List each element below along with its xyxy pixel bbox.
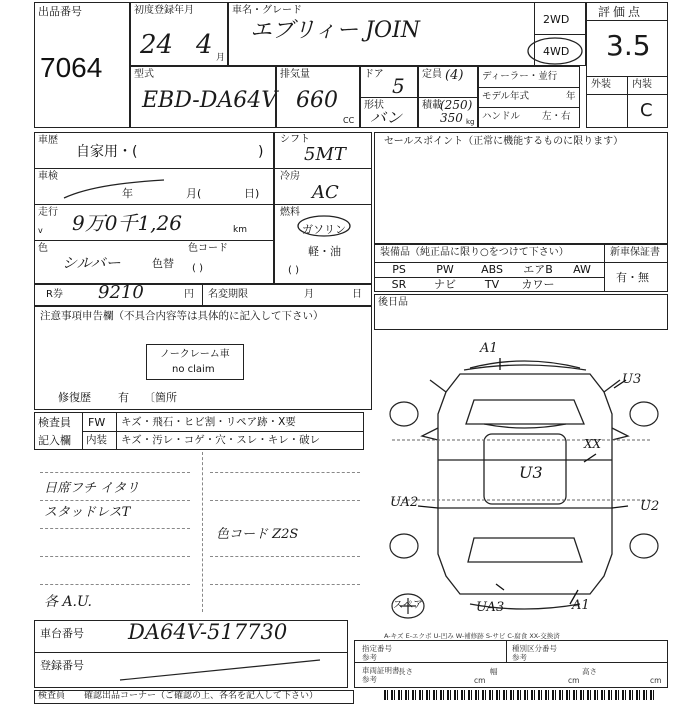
month-unit: 月 [216,53,226,63]
dealer-line2 [478,107,580,108]
load-label: 積載 [422,100,442,111]
height-label: 高さ [582,667,597,676]
model-label: 型式 [134,69,154,80]
remark-line [40,500,190,501]
recycle-div [202,284,203,306]
footer-text: 確認出品コーナー（ご確認の上、各名を記入して下さい） [84,691,319,701]
diag-ua3-bottom: UA3 [476,600,505,615]
equip-airbag: エアB [523,263,553,276]
color-change-label: 色替 [152,257,174,270]
handle-label: ハンドル [482,111,521,122]
history-close: ) [258,144,264,160]
shift-label: シフト [280,134,310,145]
grade-value: 3.5 [606,29,651,62]
recycle-label: R券 [46,289,63,300]
warranty-value: 有・無 [616,271,649,284]
lot-label: 出品番号 [38,5,82,18]
grade-label: 評価点 [598,5,644,19]
category-ref: 参考 [512,653,527,662]
grade-divider [627,76,628,128]
color-value: シルバー [62,254,121,272]
shift-line-1 [274,168,372,169]
repair-value: 有 [118,391,129,404]
remark-line4: 各 A.U. [44,594,92,610]
reg-no-label: 登録番号 [40,659,84,672]
recycle-row [34,284,372,306]
footer-inspector: 検査員 [38,691,66,701]
remark-divider [202,452,203,612]
ac-label: 冷房 [280,171,300,182]
reg-year: 24 [140,30,174,60]
info-mid [354,662,668,663]
capacity-value: (4) [445,68,464,83]
sales-point-box [374,132,668,244]
remark-line [40,584,190,585]
location-label: 〔箇所 [144,391,177,404]
hist-line-3 [34,240,274,241]
equip-cover: カワー [521,278,555,291]
notes-label: 注意事項申告欄（不具合内容等は具体的に記入して下さい） [40,310,324,322]
model-year-label: モデル年式 [482,91,530,102]
history-value: 自家用・( [76,144,138,160]
drive-4wd-circle [526,36,584,66]
height-cm: cm [650,676,662,685]
first-reg-label: 初度登録年月 [134,5,194,16]
post-install-label: 後日品 [378,297,408,308]
remark-line1: 日席フチ イタリ [44,481,140,496]
warranty-label: 新車保証書 [610,247,660,258]
fw-label: FW [88,416,106,429]
vehicle-label: 車両証明書 [362,666,400,675]
interior-grade: C [640,100,653,121]
remark-line [40,472,190,473]
inspection-day-unit: 日) [244,187,260,200]
equip-divider [604,244,605,292]
color-label: 色 [38,243,48,254]
inspection-year-unit: 年 [122,187,133,200]
fuel-paren: ( ) [288,265,299,276]
equip-sr: SR [391,278,407,291]
info-grid [354,640,668,688]
exterior-label: 外装 [591,79,611,90]
equip-pw: PW [436,263,454,276]
length-label: 長さ [398,667,413,676]
equipment-label: 装備品（純正品に限り○をつけて下さい） [380,247,569,258]
yen-unit: 円 [184,289,194,300]
ac-value: AC [312,182,339,203]
displacement-value: 660 [296,88,338,113]
equip-ps: PS [392,263,406,276]
diag-xx: XX [584,437,602,451]
cc-unit: CC [343,116,355,125]
length-cm: cm [474,676,486,685]
inspection-strike [60,176,170,206]
door-mid [360,97,418,98]
grade-line [586,20,668,21]
equip-header-line [374,262,668,263]
door-label: ドア [364,69,384,80]
fw-items: キズ・飛石・ヒビ割・リペア跡・X要 [121,416,296,428]
reg-no-strike [116,656,326,684]
car-name: エブリィー JOIN [250,18,421,43]
inspector-label: 検査員 [38,416,71,429]
assigned-no-label: 指定番号 [362,644,392,653]
color-code-paren: ( ) [192,263,203,274]
drive-4wd: 4WD [543,45,570,58]
chassis-value: DA64V-517730 [128,620,288,644]
interior-items: キズ・汚レ・コゲ・穴・スレ・キレ・破レ [121,434,321,446]
chassis-label: 車台番号 [40,627,84,640]
diag-u2-right: U2 [640,499,660,514]
grade-line-3 [586,94,668,95]
remark-line [210,472,360,473]
recycle-value: 9210 [98,282,144,303]
inspection-label: 車検 [38,171,58,182]
fuel-diesel: 軽・油 [308,245,341,258]
interior-entry-label: 内装 [86,434,107,446]
insp-mid [82,431,364,432]
model-value: EBD-DA64V [142,88,278,113]
interior-label: 内装 [632,79,652,90]
hist-line-2 [34,204,274,205]
stamp-line1: ノークレーム車 [160,349,230,360]
dealer-label: ディーラー・並行 [482,71,558,82]
fuel-gasoline: ガソリン [302,223,346,236]
equip-abs: ABS [481,263,503,276]
door-value: 5 [392,74,405,98]
diag-a1-bottom: A1 [572,598,590,613]
diag-u3-right: U3 [622,372,642,387]
history-label: 車歴 [38,135,58,146]
post-install-box [374,294,668,330]
remark-line [210,584,360,585]
inspection-month-unit: 月( [186,187,202,200]
equip-aw: AW [573,263,591,276]
barcode [384,690,654,700]
category-label: 種別区分番号 [512,644,557,653]
repair-label: 修復歴 [58,391,91,404]
remark-line2: スタッドレスT [44,505,131,520]
v-label: v [38,226,43,235]
km-unit: km [233,225,247,235]
assigned-ref: 参考 [362,653,377,662]
dealer-line1 [478,87,580,88]
name-change-day: 日 [352,289,362,300]
name-change-month: 月 [304,289,314,300]
load-value: (250) 350 [440,98,473,126]
shift-line-2 [274,204,372,205]
car-name-label: 車名・グレード [232,5,302,16]
equip-tv: TV [484,278,500,291]
reg-month: 4 [196,30,213,60]
shift-value: 5MT [304,144,346,165]
kg-unit: kg [466,118,475,126]
width-cm: cm [568,676,580,685]
drive-2wd: 2WD [543,13,570,26]
width-label: 幅 [490,667,498,676]
entry-label: 記入欄 [38,434,71,447]
remark-line3: 色コード Z2S [216,527,299,542]
shape-label: 形状 [364,100,384,111]
mileage-label: 走行 [38,207,58,218]
capacity-label: 定員 [422,69,442,80]
model-year-unit: 年 [566,91,576,102]
mileage-value: 9万0千1,26 [72,211,182,235]
hist-line-1 [34,168,274,169]
drive-mid [534,34,586,35]
stamp-line2: no claim [172,364,215,375]
legend-line: A-キズ E-エクボ U-凹み W-補修跡 S-サビ C-腐食 XX-交換済 [384,632,560,640]
fuel-circle [296,214,352,238]
diag-u3-roof: U3 [519,463,543,482]
diag-spare: スペア [393,600,423,611]
remark-line [210,556,360,557]
remark-line [40,556,190,557]
equip-navi: ナビ [434,278,456,291]
shape-value: バン [370,108,403,127]
chassis-mid [34,652,348,653]
lot-number: 7064 [40,52,103,83]
remark-line [210,500,360,501]
handle-value: 左・右 [542,111,571,122]
fuel-label: 燃料 [280,207,300,218]
color-code-label: 色コード [188,243,228,254]
info-div-1 [506,640,507,662]
remark-line [40,528,190,529]
vehicle-ref: 参考 [362,675,377,684]
diag-ua2-left: UA2 [390,495,419,510]
displacement-label: 排気量 [280,69,310,80]
sales-point-label: セールスポイント（正常に機能するものに限ります） [384,136,624,147]
name-change-label: 名変期限 [208,289,248,300]
diag-a1-top: A1 [480,341,498,356]
